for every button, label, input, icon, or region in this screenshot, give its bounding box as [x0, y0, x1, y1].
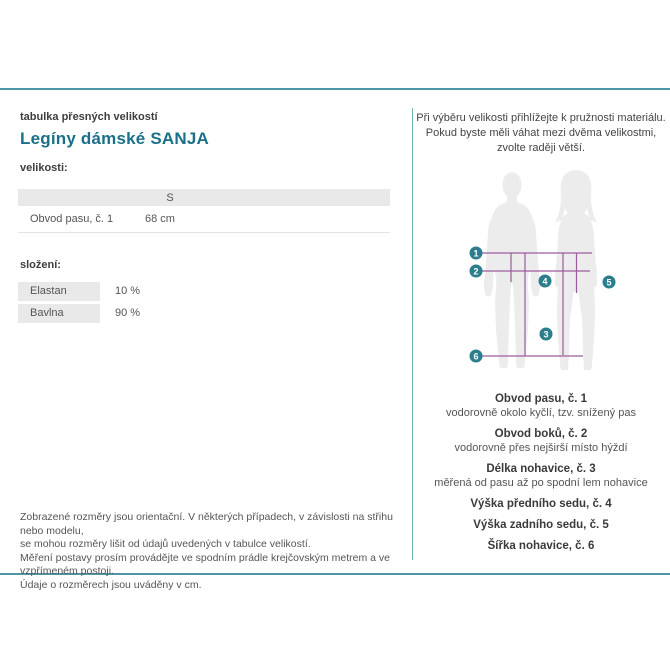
sizes-section-heading: velikosti:	[20, 162, 68, 174]
disclaimer-line: se mohou rozměry lišit od údajů uvedených v tabulce velikostí.	[20, 538, 311, 550]
list-item	[412, 427, 670, 455]
measurement-legend	[412, 392, 670, 560]
table-row	[18, 282, 140, 301]
composition-section-heading: složení:	[20, 259, 61, 271]
marker-2-badge	[470, 265, 483, 278]
material-name-cell: Elastan	[18, 282, 100, 301]
marker-6-badge	[470, 350, 483, 363]
table-row	[18, 206, 390, 233]
disclaimer-line: Měření postavy prosím provádějte ve spodním prádle krejčovským metrem a ve vzpřímeném postoji.	[20, 551, 390, 577]
table-row	[18, 304, 140, 323]
product-title: Legíny dámské SANJA	[20, 129, 209, 148]
legend-item-desc: vodorovně okolo kyčlí, tzv. snížený pas	[446, 407, 636, 419]
legend-item-desc: měřená od pasu až po spodní lem nohavice	[434, 477, 648, 489]
list-item	[412, 497, 670, 511]
marker-4-badge	[539, 275, 552, 288]
list-item	[412, 462, 670, 490]
table-eyebrow-label: tabulka přesných velikostí	[20, 111, 158, 123]
disclaimer-note	[20, 511, 408, 592]
size-table	[18, 189, 390, 233]
sizing-advice-line: Při výběru velikosti přihlížejte k pružnosti materiálu.	[416, 112, 666, 124]
legend-item-title: Obvod boků, č. 2	[494, 428, 588, 440]
marker-3-badge	[540, 328, 553, 341]
legend-item-title: Výška zadního sedu, č. 5	[473, 519, 609, 531]
list-item	[412, 392, 670, 420]
composition-table	[18, 282, 140, 326]
svg-text:2: 2	[473, 266, 479, 277]
svg-text:5: 5	[606, 277, 612, 288]
svg-text:1: 1	[473, 248, 479, 259]
legend-item-desc: vodorovně přes nejširší místo hýždí	[454, 442, 628, 454]
figure-front-silhouette	[484, 172, 540, 368]
measurement-diagram	[450, 162, 650, 380]
material-percent-cell: 10 %	[115, 285, 141, 297]
disclaimer-line: Údaje o rozměrech jsou uváděny v cm.	[20, 578, 202, 591]
list-item	[412, 539, 670, 553]
top-border-line	[0, 88, 670, 90]
measurement-value-cell: 68 cm	[145, 213, 175, 225]
legend-item-title: Délka nohavice, č. 3	[486, 463, 596, 475]
disclaimer-line: Zobrazené rozměry jsou orientační. V některých případech, v závislosti na střihu nebo modelu,	[20, 511, 393, 537]
marker-1-badge	[470, 247, 483, 260]
sizing-advice-line: Pokud byste měli váhat mezi dvěma velikostmi,	[425, 127, 657, 139]
measurement-label-cell: Obvod pasu, č. 1	[30, 213, 114, 225]
svg-text:3: 3	[543, 329, 549, 340]
legend-item-title: Obvod pasu, č. 1	[494, 393, 588, 405]
size-table-header-size-cell: S	[166, 191, 174, 204]
sizing-advice-text	[412, 111, 670, 156]
sizing-advice-line: zvolte raději větší.	[496, 142, 586, 154]
svg-text:6: 6	[473, 351, 479, 362]
list-item	[412, 518, 670, 532]
material-name-cell: Bavlna	[18, 304, 100, 323]
svg-text:4: 4	[542, 276, 548, 287]
legend-item-title: Šířka nohavice, č. 6	[487, 540, 595, 552]
marker-5-badge	[603, 276, 616, 289]
legend-item-title: Výška předního sedu, č. 4	[470, 498, 612, 510]
size-table-header-row	[18, 189, 390, 206]
material-percent-cell: 90 %	[115, 307, 141, 319]
